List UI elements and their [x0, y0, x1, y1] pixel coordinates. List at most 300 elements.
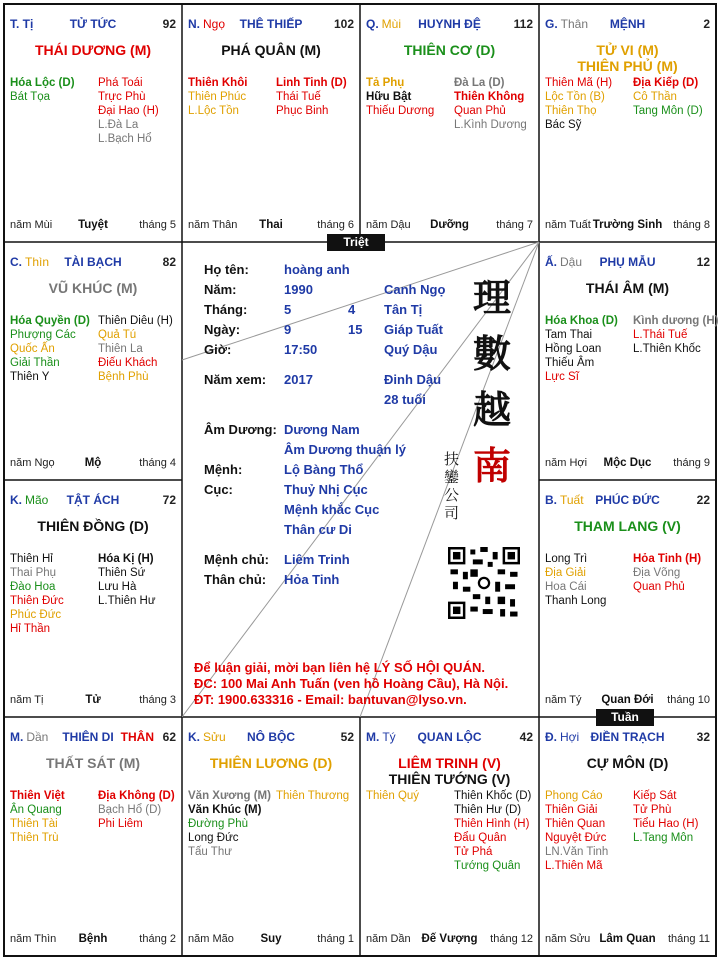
lunar-month: 4 — [348, 302, 356, 317]
palace-thin — [4, 242, 182, 480]
palace-ty — [360, 717, 539, 956]
minor-star: Long Trì — [545, 553, 588, 565]
palace-branch: G. — [545, 17, 558, 31]
minor-star: Tả Phụ — [366, 77, 405, 89]
month-label: Tháng: — [204, 302, 248, 317]
star-column-right — [98, 552, 178, 608]
palace-header — [545, 493, 710, 509]
minor-star: Kình dương (H) — [633, 315, 719, 327]
cuc-3: Thân cư Di — [284, 522, 352, 537]
main-stars — [4, 280, 182, 296]
seal-char: 理 — [472, 275, 511, 320]
minor-star: Đào Hoa — [10, 581, 56, 593]
palace-stem: Ngọ — [203, 17, 226, 31]
life-phase: Lâm Quan — [599, 933, 656, 945]
minor-star: Thiên Giải — [545, 804, 598, 816]
star-column-left — [10, 76, 90, 104]
menh-label: Mệnh: — [204, 462, 243, 477]
palace-footer — [545, 456, 710, 470]
minor-star: Địa Kiếp (D) — [633, 77, 699, 89]
palace-footer — [10, 456, 176, 470]
minor-star: Địa Võng — [633, 567, 681, 579]
palace-stem: Sửu — [203, 730, 226, 744]
palace-branch: T. Tị — [10, 17, 34, 31]
star-column-left — [10, 552, 90, 636]
palace-branch: M. — [10, 730, 24, 744]
life-phase: Tử — [85, 694, 101, 706]
palace-month: tháng 9 — [673, 457, 710, 469]
view-year: 2017 — [284, 372, 313, 387]
life-phase: Tuyệt — [78, 219, 108, 231]
minor-star: Thiên Khốc (D) — [454, 790, 532, 802]
minor-star: Long Đức — [188, 832, 239, 844]
main-stars — [360, 755, 539, 787]
month-can-chi: Tân Tị — [384, 302, 423, 317]
day-can-chi: Giáp Tuất — [384, 322, 443, 337]
palace-name: TỬ TỨC — [69, 17, 117, 31]
main-stars — [4, 518, 182, 534]
birth-year: 1990 — [284, 282, 313, 297]
star-column-right — [633, 76, 712, 118]
main-star: THIÊN PHỦ (M) — [577, 58, 678, 74]
main-stars — [182, 755, 360, 771]
palace-month: tháng 5 — [139, 219, 176, 231]
palace-number: 82 — [162, 255, 176, 269]
seal-char: 越 — [472, 387, 511, 432]
star-column-left — [545, 789, 624, 873]
palace-header — [366, 17, 533, 33]
menh-chu-label: Mệnh chủ: — [204, 552, 269, 567]
year-can-chi: Canh Ngọ — [384, 282, 446, 297]
life-phase: Mộc Dục — [603, 457, 652, 469]
star-column-right — [454, 789, 534, 873]
main-star: THIÊN TƯỚNG (V) — [388, 771, 511, 787]
palace-number: 12 — [696, 255, 710, 269]
palace-name: THÊ THIẾP — [239, 17, 303, 31]
minor-star: Thiên Hư (D) — [454, 804, 522, 816]
minor-star: Quan Phủ — [633, 581, 685, 593]
birth-hour: 17:50 — [284, 342, 318, 357]
minor-star: Quan Phủ — [454, 105, 506, 117]
palace-number: 2 — [703, 17, 710, 31]
palace-year: năm Tị — [10, 694, 44, 706]
main-star: LIÊM TRINH (V) — [398, 755, 501, 771]
minor-star: Nguyệt Đức — [545, 832, 607, 844]
palace-ti — [4, 4, 182, 242]
palace-year: năm Ngọ — [10, 457, 55, 469]
star-column-left — [188, 789, 271, 859]
minor-star: Cô Thần — [633, 91, 677, 103]
palace-number: 92 — [162, 17, 176, 31]
palace-dan — [4, 717, 182, 956]
palace-number: 32 — [696, 730, 710, 744]
minor-star: Thiên Sứ — [98, 567, 146, 579]
minor-star: L.Thiên Mã — [545, 860, 603, 872]
than-marker: THÂN — [120, 730, 154, 744]
palace-hoi — [539, 717, 716, 956]
contact-block — [194, 660, 508, 708]
star-column-right — [633, 789, 712, 845]
minor-star: Thiên Việt — [10, 790, 65, 802]
minor-star: Tử Phá — [454, 846, 493, 858]
info-values-2 — [284, 420, 406, 590]
minor-star: Đường Phù — [188, 818, 248, 830]
seal-char: 南 — [472, 443, 511, 488]
life-phase: Mộ — [84, 457, 102, 469]
minor-star: Lực Sĩ — [545, 371, 579, 383]
main-star: PHÁ QUÂN (M) — [221, 42, 321, 58]
palace-stem: Dần — [26, 730, 49, 744]
star-column-left — [545, 314, 624, 384]
minor-star: Thiên Mã (H) — [545, 77, 613, 89]
palace-footer — [10, 218, 176, 232]
palace-month: tháng 12 — [490, 933, 533, 945]
life-phase: Trường Sinh — [592, 219, 663, 231]
palace-footer — [545, 932, 710, 946]
minor-star: Phá Toái — [98, 77, 143, 89]
minor-star: Thiếu Dương — [366, 105, 435, 117]
minor-star: Thái Tuế — [276, 91, 321, 103]
view-can-chi: Đinh Dậu — [384, 372, 442, 387]
menh: Lộ Bàng Thổ — [284, 462, 364, 477]
minor-star: Hồng Loan — [545, 343, 602, 355]
palace-month: tháng 7 — [496, 219, 533, 231]
minor-star: L.Lộc Tồn — [188, 105, 239, 117]
cuc: Thuỷ Nhị Cục — [284, 482, 368, 497]
palace-footer — [545, 693, 710, 707]
palace-month: tháng 6 — [317, 219, 354, 231]
am-duong: Dương Nam — [284, 422, 360, 437]
palace-name: TÀI BẠCH — [64, 255, 122, 269]
palace-stem: Dậu — [560, 255, 583, 269]
palace-footer — [188, 218, 354, 232]
tuan-tag: Tuần — [596, 709, 654, 726]
minor-star: Trực Phù — [98, 91, 146, 103]
minor-star: Thiên Đức — [10, 595, 64, 607]
main-stars — [360, 42, 539, 58]
palace-number: 62 — [162, 730, 176, 744]
star-column-left — [10, 314, 90, 384]
minor-star: Thiên Diêu (H) — [98, 315, 173, 327]
palace-name: QUAN LỘC — [417, 730, 482, 744]
palace-header — [10, 730, 176, 746]
minor-star: Thiếu Âm — [545, 357, 595, 369]
palace-footer — [545, 218, 710, 232]
main-star: THÁI ÂM (M) — [585, 280, 670, 296]
minor-star: Thiên Không — [454, 91, 525, 103]
palace-branch: Q. — [366, 17, 379, 31]
palace-year: năm Thân — [188, 219, 238, 231]
palace-stem: Tý — [382, 730, 396, 744]
palace-month: tháng 2 — [139, 933, 176, 945]
menh-chu: Liêm Trinh — [284, 552, 350, 567]
minor-star: Hóa Kị (H) — [98, 553, 154, 565]
palace-stem: Hợi — [560, 730, 580, 744]
star-column-right — [633, 314, 719, 356]
minor-star: Tử Phù — [633, 804, 672, 816]
info-labels — [204, 260, 266, 390]
info-lunar — [348, 300, 362, 340]
star-column-right — [98, 314, 178, 384]
minor-star: Phượng Các — [10, 329, 76, 341]
info-values — [284, 260, 350, 390]
minor-star: Lưu Hà — [98, 581, 137, 593]
palace-footer — [366, 932, 533, 946]
palace-year: năm Mão — [188, 933, 234, 945]
minor-star: L.Thiên Khốc — [633, 343, 701, 355]
main-star: THIÊN CƠ (D) — [403, 42, 496, 58]
minor-star: Điếu Khách — [98, 357, 158, 369]
am-duong-label: Âm Dương: — [204, 422, 277, 437]
star-column-left — [366, 76, 446, 118]
star-column-left — [545, 552, 624, 608]
minor-star: Linh Tinh (D) — [276, 77, 347, 89]
palace-name: TẬT ÁCH — [66, 493, 120, 507]
life-phase: Bệnh — [78, 933, 108, 945]
minor-star: Phong Cáo — [545, 790, 603, 802]
palace-year: năm Dậu — [366, 219, 411, 231]
am-duong-2: Âm Dương thuận lý — [284, 442, 406, 457]
minor-star: Thiên Tài — [10, 818, 58, 830]
than-chu-label: Thân chủ: — [204, 572, 267, 587]
palace-dau — [539, 242, 719, 480]
main-star: THIÊN ĐỒNG (D) — [37, 518, 149, 534]
palace-year: năm Hợi — [545, 457, 588, 469]
main-stars — [4, 755, 182, 771]
minor-star: Tam Thai — [545, 329, 593, 341]
info-labels-2 — [204, 420, 277, 590]
minor-star: Văn Xương (M) — [188, 790, 271, 802]
palace-number: 102 — [333, 17, 354, 31]
palace-month: tháng 8 — [673, 219, 710, 231]
palace-year: năm Sửu — [545, 933, 591, 945]
palace-name: HUYNH ĐỆ — [418, 17, 481, 31]
minor-star: Hữu Bật — [366, 91, 412, 103]
star-column-left — [10, 789, 90, 845]
main-stars — [539, 280, 716, 296]
palace-branch: K. — [188, 730, 200, 744]
minor-star: Thanh Long — [545, 595, 607, 607]
year-label: Năm: — [204, 282, 237, 297]
palace-footer — [188, 932, 354, 946]
minor-star: Ân Quang — [10, 804, 62, 816]
palace-month: tháng 4 — [139, 457, 176, 469]
palace-header — [545, 730, 710, 746]
star-column-left — [366, 789, 446, 803]
palace-year: năm Mùi — [10, 219, 53, 231]
palace-name: PHÚC ĐỨC — [595, 493, 660, 507]
star-column-left — [545, 76, 624, 132]
birth-month: 5 — [284, 302, 292, 317]
minor-star: Lộc Tồn (B) — [545, 91, 605, 103]
star-column-right — [276, 76, 356, 118]
minor-star: Bác Sỹ — [545, 119, 582, 131]
minor-star: Phục Binh — [276, 105, 329, 117]
triet-tag: Triệt — [327, 234, 385, 251]
palace-year: năm Thìn — [10, 933, 57, 945]
palace-name: MỆNH — [609, 17, 646, 31]
minor-star: Quốc Ấn — [10, 343, 55, 355]
palace-branch: M. — [366, 730, 380, 744]
contact-phone-email[interactable]: ĐT: 1900.633316 - Email: bantuvan@lyso.vn. — [194, 692, 467, 707]
life-phase: Đế Vượng — [421, 933, 478, 945]
minor-star: Thiên Khôi — [188, 77, 248, 89]
hour-label: Giờ: — [204, 342, 232, 357]
minor-star: Tiểu Hao (H) — [633, 818, 699, 830]
palace-mui — [360, 4, 539, 242]
minor-star: Phi Liêm — [98, 818, 143, 830]
star-column-left — [188, 76, 268, 118]
minor-star: Phúc Đức — [10, 609, 62, 621]
palace-header — [10, 255, 176, 271]
palace-name: THIÊN DI — [62, 730, 114, 744]
minor-star: Thiên Trù — [10, 832, 59, 844]
minor-star: Thiên Thọ — [545, 105, 597, 117]
main-stars — [539, 755, 716, 771]
palace-header — [188, 730, 354, 746]
than-chu: Hỏa Tinh — [284, 572, 340, 587]
star-column-right — [454, 76, 534, 132]
palace-number: 22 — [696, 493, 710, 507]
minor-star: Hóa Khoa (D) — [545, 315, 618, 327]
minor-star: L.Thái Tuế — [633, 329, 688, 341]
minor-star: Thiên Quý — [366, 790, 420, 802]
palace-mao — [4, 480, 182, 717]
palace-branch: B. — [545, 493, 557, 507]
main-star: THẤT SÁT (M) — [45, 755, 141, 771]
minor-star: L.Bạch Hổ — [98, 133, 152, 145]
age: 28 tuổi — [384, 392, 426, 407]
minor-star: Giải Thần — [10, 357, 60, 369]
palace-branch: C. — [10, 255, 22, 269]
main-star: THIÊN LƯƠNG (D) — [209, 755, 333, 771]
palace-month: tháng 11 — [667, 933, 710, 945]
minor-star: Thiên Y — [10, 371, 50, 383]
hour-can-chi: Quý Dậu — [384, 342, 438, 357]
main-stars — [4, 42, 182, 58]
minor-star: Thiên Thương — [276, 790, 350, 802]
palace-name: NÔ BỘC — [247, 730, 295, 744]
palace-month: tháng 3 — [139, 694, 176, 706]
minor-star: Đẩu Quân — [454, 832, 507, 844]
star-column-right — [633, 552, 712, 594]
contact-line-1: Để luận giải, mời bạn liên hệ LÝ SỐ HỘI QUÁN. — [194, 660, 485, 675]
palace-stem: Mùi — [381, 17, 402, 31]
palace-month: tháng 1 — [317, 933, 354, 945]
palace-branch: K. — [10, 493, 22, 507]
minor-star: Địa Không (D) — [98, 790, 175, 802]
star-column-right — [98, 789, 178, 831]
minor-star: Bạch Hổ (D) — [98, 804, 162, 816]
minor-star: Thiên Hình (H) — [454, 818, 530, 830]
minor-star: L.Đà La — [98, 119, 139, 131]
palace-number: 72 — [162, 493, 176, 507]
minor-star: L.Thiên Hư — [98, 595, 156, 607]
lunar-day: 15 — [348, 322, 363, 337]
minor-star: Tướng Quân — [454, 860, 521, 872]
minor-star: Thiên Hỉ — [10, 553, 53, 565]
company-seal: 扶 鑾 公 司 — [444, 450, 460, 522]
palace-number: 112 — [513, 17, 533, 31]
day-label: Ngày: — [204, 322, 241, 337]
palace-stem: Mão — [25, 493, 49, 507]
cuc-label: Cục: — [204, 482, 233, 497]
palace-month: tháng 10 — [667, 694, 710, 706]
palace-tuat — [539, 480, 716, 717]
palace-number: 42 — [519, 730, 533, 744]
palace-than — [539, 4, 716, 242]
minor-star: L.Kình Dương — [454, 119, 527, 131]
minor-star: Địa Giải — [545, 567, 586, 579]
main-stars — [182, 42, 360, 58]
person-name: hoàng anh — [284, 262, 350, 277]
main-stars — [539, 42, 716, 74]
minor-star: L.Tang Môn — [633, 832, 694, 844]
palace-header — [545, 255, 710, 271]
palace-year: năm Tý — [545, 694, 582, 706]
minor-star: Bát Tọa — [10, 91, 51, 103]
main-star: CỰ MÔN (D) — [586, 755, 669, 771]
palace-stem: Thìn — [25, 255, 50, 269]
palace-name: ĐIỀN TRẠCH — [590, 730, 665, 744]
palace-header — [366, 730, 533, 746]
palace-name: PHỤ MẪU — [599, 255, 656, 269]
palace-header — [545, 17, 710, 33]
minor-star: Tang Môn (D) — [633, 105, 703, 117]
info-can-chi — [384, 280, 445, 410]
palace-footer — [366, 218, 533, 232]
minor-star: Hoa Cái — [545, 581, 587, 593]
life-phase: Quan Đới — [601, 694, 654, 706]
palace-header — [10, 493, 176, 509]
view-year-label: Năm xem: — [204, 372, 267, 387]
star-column-right — [98, 76, 178, 146]
main-star: TỬ VI (M) — [596, 42, 659, 58]
name-label: Họ tên: — [204, 262, 249, 277]
life-phase: Thai — [259, 219, 283, 231]
minor-star: Thiên Phúc — [188, 91, 247, 103]
palace-footer — [10, 932, 176, 946]
minor-star: Bệnh Phù — [98, 371, 149, 383]
minor-star: Hóa Lộc (D) — [10, 77, 75, 89]
main-star: VŨ KHÚC (M) — [48, 280, 138, 296]
palace-stem: Thân — [560, 17, 589, 31]
minor-star: Hỏa Tinh (H) — [633, 553, 702, 565]
palace-branch: N. — [188, 17, 200, 31]
palace-branch: Đ. — [545, 730, 557, 744]
main-star: THAM LANG (V) — [574, 518, 681, 534]
minor-star: Thai Phụ — [10, 567, 57, 579]
minor-star: Đà La (D) — [454, 77, 505, 89]
palace-year: năm Dần — [366, 933, 411, 945]
minor-star: Thiên Quan — [545, 818, 606, 830]
palace-stem: Tuất — [560, 493, 584, 507]
minor-star: Kiếp Sát — [633, 790, 677, 802]
qr-code-icon — [448, 547, 520, 619]
star-column-right — [276, 789, 356, 803]
palace-ngo — [182, 4, 360, 242]
birth-day: 9 — [284, 322, 292, 337]
palace-footer — [10, 693, 176, 707]
palace-year: năm Tuất — [545, 219, 591, 231]
main-stars — [539, 518, 716, 534]
palace-suu — [182, 717, 360, 956]
center-info-panel — [182, 242, 539, 717]
minor-star: Hỉ Thần — [10, 623, 51, 635]
palace-number: 52 — [340, 730, 354, 744]
main-star: THÁI DƯƠNG (M) — [34, 42, 152, 58]
minor-star: Hóa Quyền (D) — [10, 315, 90, 327]
